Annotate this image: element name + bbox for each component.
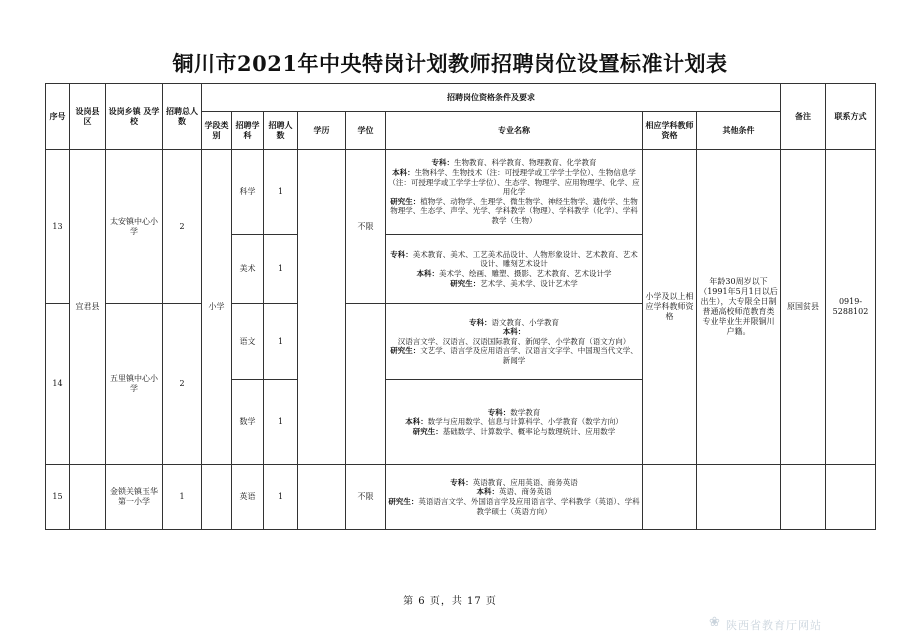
page-footer: 第 6 页，共 17 页 [403,596,497,607]
major-line: 专科：美术教育、美术、工艺美术品设计、人物形象设计、艺术教育、艺术设计、雕刻艺术设计 [390,249,638,269]
row-education [298,150,346,465]
watermark: 陕西省教育厅网站 [726,619,822,632]
header-county: 设岗县区 [70,84,106,150]
header-requirements-group: 招聘岗位资格条件及要求 [202,84,781,112]
row-school: 金锁关镇玉华第一小学 [106,465,163,530]
row-other: 年龄30周岁以下（1991年5月1日以后出生），大专限全日制普通高校师范教育类专业毕业生并限铜川户籍。 [697,150,781,465]
row-seq: 15 [46,465,70,530]
header-subject: 招聘学科 [232,112,264,150]
major-line: 研究生：基础数学、计算数学、概率论与数理统计、应用数学 [412,426,616,436]
row-school: 太安镇中心小学 [106,150,163,304]
header-seq: 序号 [46,84,70,150]
table-row [46,150,876,235]
header-cert: 相应学科教师资格 [643,112,697,150]
row-seq: 13 [46,150,70,304]
row-school: 五里镇中心小学 [106,304,163,465]
row-count: 1 [264,150,298,235]
row-subject: 数学 [232,380,264,465]
table-row [46,465,876,530]
row-cert-empty [643,465,697,530]
row-stage-empty [202,465,232,530]
major-line: 本科：数学与应用数学、信息与计算科学、小学教育（数学方向） [405,417,623,427]
row-major [386,150,643,235]
row-major [386,304,643,380]
header-total: 招聘总人数 [163,84,202,150]
header-degree: 学位 [346,112,386,150]
row-county: 宜君县 [70,150,106,465]
row-seq: 14 [46,304,70,465]
row-major [386,380,643,465]
major-line: 本科：美术学、绘画、雕塑、摄影、艺术教育、艺术设计学 [416,269,612,278]
row-degree: 不限 [346,465,386,530]
row-degree: 不限 [346,150,386,304]
row-count: 1 [264,235,298,304]
header-count: 招聘人数 [264,112,298,150]
row-total: 2 [163,304,202,465]
row-major [386,235,643,304]
row-contact: 0919-5288102 [826,150,876,465]
row-count: 1 [264,304,298,380]
row-cert: 小学及以上相应学科教师资格 [643,150,697,465]
row-subject: 语文 [232,304,264,380]
row-count: 1 [264,380,298,465]
header-major: 专业名称 [386,112,643,150]
header-education: 学历 [298,112,346,150]
row-other-empty [697,465,781,530]
major-line: 专科：英语教育、应用英语、商务英语 [450,477,578,487]
row-stage: 小学 [202,150,232,465]
major-line: 研究生：英语语言文学、外国语言学及应用语言学、学科教学（英语）、学科教学硕士（英语方向） [388,497,640,516]
header-other: 其他条件 [697,112,781,150]
row-subject: 美术 [232,235,264,304]
recruitment-table [45,83,876,530]
row-note-empty [781,465,826,530]
page-title: 铜川市2021年中央特岗计划教师招聘岗位设置标准计划表 [172,51,728,76]
major-line: 本科：英语、商务英语 [476,487,552,497]
header-school: 设岗乡镇 及学校 [106,84,163,150]
row-degree-empty [346,304,386,465]
row-major [386,465,643,530]
row-education-empty [298,465,346,530]
header-stage: 学段类别 [202,112,232,150]
major-line: 专科：数学教育 [487,407,541,417]
major-line: 专科：生物教育、科学教育、物理教育、化学教育 [431,158,597,168]
row-total: 1 [163,465,202,530]
major-line: 研究生：文艺学、语言学及应用语言学、汉语言文字学、中国现当代文学、新闻学 [390,346,638,365]
major-line: 研究生：植物学、动物学、生理学、微生物学、神经生物学、遗传学、生物物理学、生态学、声学、光学、学科教学（物理）、学科教学（化学）、学科教学（生物） [390,196,638,225]
major-line: 专科：语文教育、小学教育 [469,317,559,327]
watermark-logo-icon: ❀ [709,615,720,630]
row-county-empty [70,465,106,530]
row-contact-empty [826,465,876,530]
row-total: 2 [163,150,202,304]
major-line: 本科：生物科学、生物技术（注：可授理学或工学学士学位）、生物信息学（注：可授理学或工学学士学位）、生态学、物理学、应用物理学、化学、应用化学 [388,168,640,197]
row-note: 原国贫县 [781,150,826,465]
major-line: 本科：汉语言文学、汉语言、汉语国际教育、新闻学、小学教育（语文方向） [397,327,631,346]
row-subject: 科学 [232,150,264,235]
header-note: 备注 [781,84,826,150]
major-line: 研究生：艺术学、美术学、设计艺术学 [450,278,578,288]
header-row-1 [46,84,876,112]
row-count: 1 [264,465,298,530]
header-contact: 联系方式 [826,84,876,150]
row-subject: 英语 [232,465,264,530]
